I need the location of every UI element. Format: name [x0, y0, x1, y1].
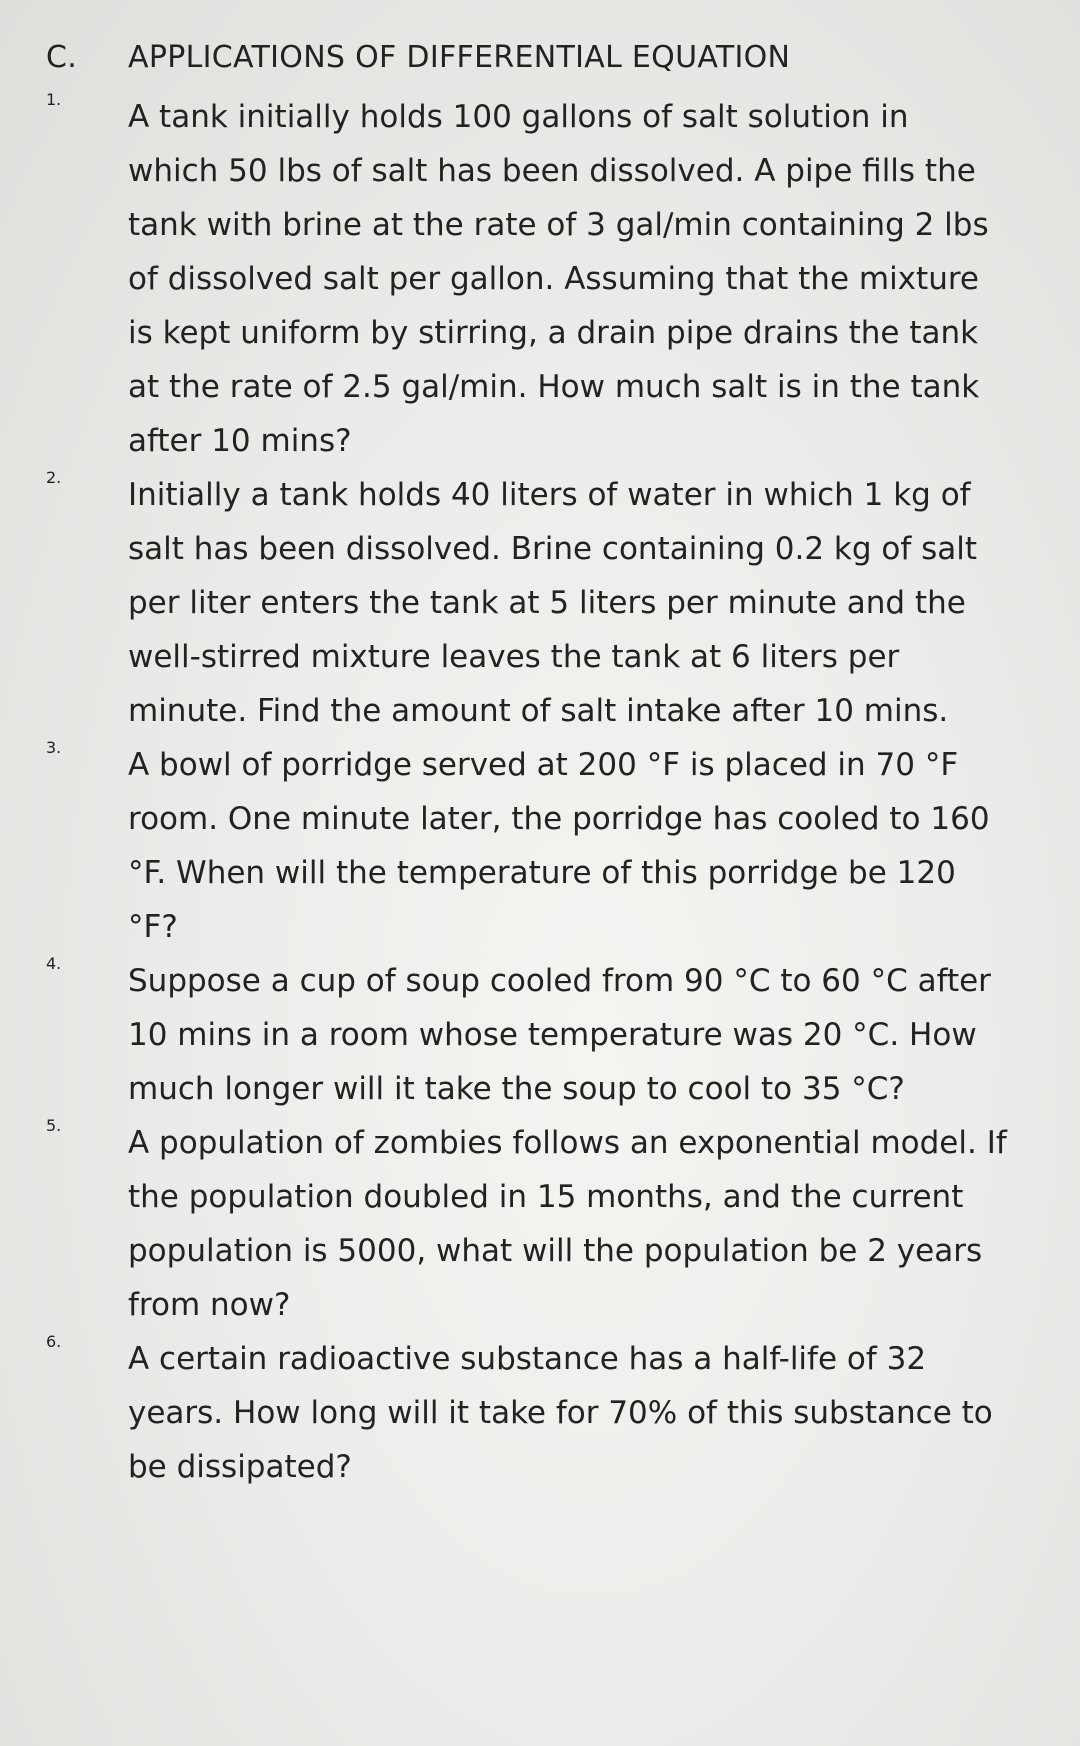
problem-number: 4. [46, 954, 62, 973]
problem-text: A tank initially holds 100 gallons of salt solution in which 50 lbs of salt has been dissolved. A pipe fills the tank with brine at the rate of 3 gal/min containing 2 lbs of dissolved salt per gallon. Assuming that the mixture is kept uniform by stirring, a drain pipe drains the tank at the rate of 2.5 gal/min. How much salt is in the tank after 10 mins? [128, 99, 989, 459]
problem-item [46, 468, 1020, 738]
problem-text: A bowl of porridge served at 200 °F is placed in 70 °F room. One minute later, the porridge has cooled to 160 °F. When will the temperature of this porridge be 120 °F? [128, 747, 990, 945]
section-letter: C. [46, 40, 78, 75]
problem-item [46, 1332, 1020, 1494]
problem-number: 6. [46, 1332, 62, 1351]
problem-number: 3. [46, 738, 62, 757]
problem-number: 5. [46, 1116, 62, 1135]
problem-text: A certain radioactive substance has a half-life of 32 years. How long will it take for 70% of this substance to be dissipated? [128, 1341, 993, 1485]
section-title: APPLICATIONS OF DIFFERENTIAL EQUATION [128, 40, 791, 75]
problem-number: 2. [46, 468, 62, 487]
section-heading [46, 36, 1020, 80]
problem-item [46, 90, 1020, 468]
problem-text: Initially a tank holds 40 liters of water in which 1 kg of salt has been dissolved. Brine containing 0.2 kg of salt per liter enters the tank at 5 liters per minute and the well-stirred mixture leaves the tank at 6 liters per minute. Find the amount of salt intake after 10 mins. [128, 477, 978, 729]
problem-number: 1. [46, 90, 62, 109]
problem-text: A population of zombies follows an exponential model. If the population doubled in 15 months, and the current population is 5000, what will the population be 2 years from now? [128, 1125, 1007, 1323]
problem-item [46, 1116, 1020, 1332]
problem-item [46, 954, 1020, 1116]
problem-item [46, 738, 1020, 954]
problem-text: Suppose a cup of soup cooled from 90 °C to 60 °C after 10 mins in a room whose temperature was 20 °C. How much longer will it take the soup to cool to 35 °C? [128, 963, 991, 1107]
problem-list [46, 90, 1020, 1494]
